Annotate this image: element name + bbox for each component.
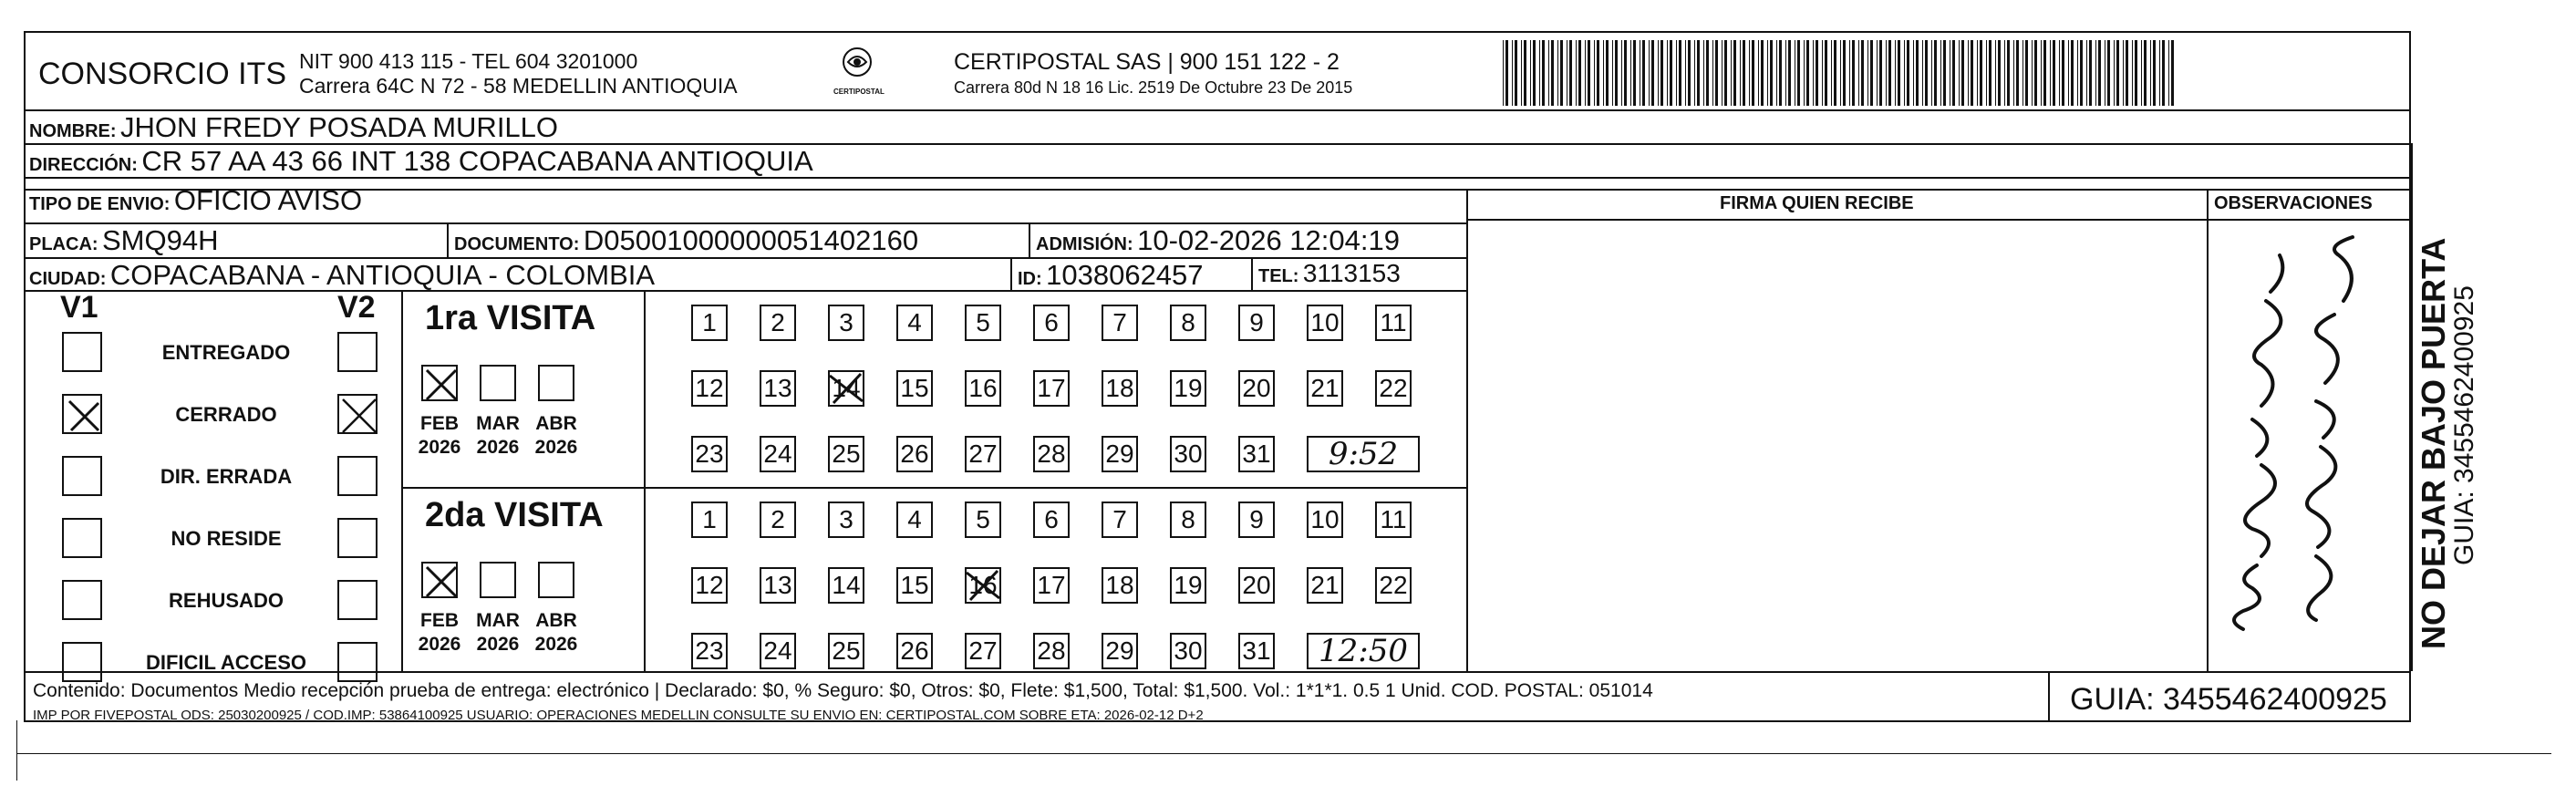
day-box[interactable] (965, 502, 1001, 538)
day-cross-icon (965, 567, 1001, 604)
day-box[interactable] (1307, 502, 1343, 538)
day-number: 10 (1310, 505, 1340, 533)
day-box[interactable] (1033, 436, 1070, 472)
day-box[interactable] (691, 502, 728, 538)
day-box[interactable] (896, 370, 933, 407)
month-checkbox[interactable] (480, 365, 516, 401)
nombre-row: NOMBRE: JHON FREDY POSADA MURILLO (29, 111, 559, 143)
day-number: 17 (1037, 374, 1066, 402)
nombre-value: JHON FREDY POSADA MURILLO (120, 111, 559, 143)
day-box[interactable] (1238, 436, 1275, 472)
day-number: 19 (1174, 374, 1203, 402)
observaciones-header: OBSERVACIONES (2214, 193, 2373, 213)
month-label (471, 609, 524, 657)
day-number: 30 (1174, 636, 1203, 665)
footer-guia: GUIA: 3455462400925 (2070, 682, 2387, 717)
month-label (471, 412, 524, 460)
day-number: 30 (1174, 440, 1203, 468)
day-number: 22 (1379, 571, 1408, 599)
day-box[interactable] (828, 305, 864, 341)
day-box[interactable] (1033, 305, 1070, 341)
day-number: 3 (839, 505, 853, 533)
day-number: 5 (976, 308, 990, 336)
month-label (530, 609, 583, 657)
month-checkbox[interactable] (538, 365, 574, 401)
documento-value: D05001000000051402160 (583, 224, 919, 256)
id-row: ID: 1038062457 (1018, 259, 1204, 291)
company-address: Carrera 64C N 72 - 58 MEDELLIN ANTIOQUIA (299, 74, 738, 98)
day-box[interactable] (691, 633, 728, 669)
month-label (413, 609, 466, 657)
day-box[interactable] (760, 305, 796, 341)
day-box[interactable] (760, 567, 796, 604)
documento-row: DOCUMENTO: D05001000000051402160 (454, 224, 919, 256)
day-box[interactable] (760, 370, 796, 407)
day-number: 12 (695, 571, 724, 599)
day-box[interactable] (1170, 370, 1206, 407)
day-number: 21 (1310, 571, 1340, 599)
day-box[interactable] (896, 567, 933, 604)
day-box[interactable] (1170, 502, 1206, 538)
day-box[interactable] (965, 567, 1001, 604)
month-label (530, 412, 583, 460)
day-number: 23 (695, 440, 724, 468)
v1-checkbox[interactable] (62, 394, 102, 434)
v2-checkbox[interactable] (337, 642, 378, 682)
day-number: 11 (1380, 505, 1407, 533)
placa-value: SMQ94H (102, 224, 219, 256)
day-box[interactable] (896, 305, 933, 341)
day-box[interactable] (1033, 633, 1070, 669)
day-box[interactable] (760, 633, 796, 669)
day-box[interactable] (828, 567, 864, 604)
day-box[interactable] (828, 370, 864, 407)
footer-imp: IMP POR FIVEPOSTAL ODS: 25030200925 / COD.IMP: 53864100925 USUARIO: OPERACIONES MEDELLIN CONSULTE SU ENVIO EN: CERTIPOSTAL.COM SOBRE ETA: 2026-02-12 D+2 (33, 708, 1204, 723)
day-box[interactable] (1033, 502, 1070, 538)
day-box[interactable] (1102, 633, 1138, 669)
no-dejar-vertical: NO DEJAR BAJO PUERTA (2415, 237, 2452, 649)
status-option-label: REHUSADO (169, 589, 284, 612)
day-number: 23 (695, 636, 724, 665)
day-number: 8 (1181, 308, 1195, 336)
day-cross-icon (828, 370, 864, 407)
company-name: CONSORCIO ITS (38, 57, 287, 91)
carrier-line: CERTIPOSTAL SAS | 900 151 122 - 2 (954, 49, 1340, 75)
day-box[interactable] (1307, 305, 1343, 341)
v2-checkbox[interactable] (337, 518, 378, 558)
month-checkbox[interactable] (538, 562, 574, 598)
company-nit: NIT 900 413 115 - TEL 604 3201000 (299, 49, 638, 73)
day-box[interactable] (896, 633, 933, 669)
day-number: 22 (1379, 374, 1408, 402)
day-number: 5 (976, 505, 990, 533)
day-box[interactable] (760, 436, 796, 472)
day-number: 15 (900, 571, 929, 599)
day-number: 13 (763, 571, 792, 599)
day-number: 29 (1105, 636, 1134, 665)
day-number: 9 (1249, 308, 1264, 336)
day-number: 11 (1380, 308, 1407, 336)
month-name: FEB (420, 413, 459, 434)
v2-checkbox[interactable] (337, 332, 378, 372)
day-box[interactable] (965, 305, 1001, 341)
tipo-value: OFICIO AVISO (173, 184, 363, 216)
day-number: 21 (1310, 374, 1340, 402)
day-box[interactable] (691, 370, 728, 407)
visit-title: 1ra VISITA (425, 299, 596, 337)
day-number: 16 (968, 374, 998, 402)
day-number: 14 (832, 374, 861, 402)
day-number: 15 (900, 374, 929, 402)
day-box[interactable] (1102, 502, 1138, 538)
day-box[interactable] (1102, 305, 1138, 341)
day-box[interactable] (1170, 436, 1206, 472)
day-box[interactable] (1375, 305, 1412, 341)
v2-checkbox[interactable] (337, 456, 378, 496)
day-number: 26 (900, 440, 929, 468)
day-number: 9 (1249, 505, 1264, 533)
day-number: 10 (1310, 308, 1340, 336)
day-box[interactable] (896, 502, 933, 538)
day-number: 25 (832, 636, 861, 665)
month-year: 2026 (476, 437, 520, 458)
day-box[interactable] (1170, 633, 1206, 669)
day-box[interactable] (1307, 370, 1343, 407)
visit-time-box: 9:52 (1307, 436, 1420, 472)
day-number: 31 (1242, 636, 1271, 665)
v1-header: V1 (60, 290, 98, 325)
month-name: ABR (535, 413, 577, 434)
day-number: 25 (832, 440, 861, 468)
day-box[interactable] (1170, 305, 1206, 341)
v1-checkbox[interactable] (62, 332, 102, 372)
status-option-label: NO RESIDE (171, 527, 282, 550)
admision-value: 10-02-2026 12:04:19 (1137, 224, 1400, 256)
id-value: 1038062457 (1046, 259, 1204, 291)
day-box[interactable] (691, 305, 728, 341)
day-number: 7 (1112, 308, 1127, 336)
day-number: 18 (1105, 374, 1134, 402)
day-number: 1 (702, 505, 717, 533)
v1-checkbox[interactable] (62, 580, 102, 620)
firma-header: FIRMA QUIEN RECIBE (1720, 193, 1914, 213)
day-box[interactable] (1238, 633, 1275, 669)
month-name: MAR (476, 413, 520, 434)
day-number: 26 (900, 636, 929, 665)
day-number: 1 (702, 308, 717, 336)
day-number: 29 (1105, 440, 1134, 468)
day-box[interactable] (965, 436, 1001, 472)
day-number: 28 (1037, 636, 1066, 665)
month-year: 2026 (476, 634, 520, 655)
day-box[interactable] (691, 436, 728, 472)
logo-caption: CERTIPOSTAL (833, 88, 885, 96)
admision-row: ADMISIÓN: 10-02-2026 12:04:19 (1036, 224, 1400, 256)
day-box[interactable] (1238, 567, 1275, 604)
day-number: 14 (832, 571, 861, 599)
day-number: 12 (695, 374, 724, 402)
tel-row: TEL: 3113153 (1258, 259, 1401, 287)
v2-checkbox[interactable] (337, 580, 378, 620)
day-number: 2 (771, 308, 785, 336)
day-box[interactable] (828, 502, 864, 538)
month-checkbox[interactable] (480, 562, 516, 598)
day-box[interactable] (1375, 567, 1412, 604)
day-number: 24 (763, 636, 792, 665)
month-year: 2026 (418, 634, 461, 655)
status-option-label: DIFICIL ACCESO (145, 651, 306, 674)
day-box[interactable] (1238, 370, 1275, 407)
tel-value: 3113153 (1302, 259, 1401, 287)
footer-contenido: Contenido: Documentos Medio recepción prueba de entrega: electrónico | Declarado: $0, % Seguro: $0, Otros: $0, Flete: $1,500, Total: $1,500. Vol.: 1*1*1. 0.5 1 Unid. COD. POSTAL: 051014 (33, 680, 1653, 701)
day-number: 20 (1242, 571, 1271, 599)
day-box[interactable] (965, 633, 1001, 669)
ciudad-row: CIUDAD: COPACABANA - ANTIOQUIA - COLOMBIA (29, 259, 656, 291)
barcode (1501, 40, 2181, 106)
day-number: 17 (1037, 571, 1066, 599)
day-number: 7 (1112, 505, 1127, 533)
signature-icon (2216, 228, 2380, 647)
day-box[interactable] (760, 502, 796, 538)
month-checkbox[interactable] (421, 365, 458, 401)
month-label (413, 412, 466, 460)
month-year: 2026 (418, 437, 461, 458)
day-box[interactable] (1033, 370, 1070, 407)
day-number: 18 (1105, 571, 1134, 599)
v2-checkbox[interactable] (337, 394, 378, 434)
v1-checkbox[interactable] (62, 456, 102, 496)
ciudad-value: COPACABANA - ANTIOQUIA - COLOMBIA (109, 259, 656, 291)
day-number: 31 (1242, 440, 1271, 468)
day-box[interactable] (1375, 502, 1412, 538)
day-number: 6 (1044, 505, 1059, 533)
day-box[interactable] (1102, 436, 1138, 472)
month-name: FEB (420, 610, 459, 631)
day-box[interactable] (896, 436, 933, 472)
day-box[interactable] (1033, 567, 1070, 604)
day-number: 27 (968, 636, 998, 665)
day-box[interactable] (1307, 567, 1343, 604)
day-number: 4 (907, 505, 922, 533)
status-option-label: ENTREGADO (161, 341, 291, 364)
day-number: 6 (1044, 308, 1059, 336)
visit-time-box: 12:50 (1307, 633, 1420, 669)
day-number: 16 (968, 571, 998, 599)
v2-header: V2 (337, 290, 376, 325)
month-checkbox[interactable] (421, 562, 458, 598)
carrier-address: Carrera 80d N 18 16 Lic. 2519 De Octubre 23 De 2015 (954, 78, 1353, 97)
month-year: 2026 (534, 634, 578, 655)
direccion-row: DIRECCIÓN: CR 57 AA 43 66 INT 138 COPACABANA ANTIOQUIA (29, 145, 813, 177)
day-box[interactable] (1238, 502, 1275, 538)
day-box[interactable] (828, 633, 864, 669)
day-number: 3 (839, 308, 853, 336)
day-number: 28 (1037, 440, 1066, 468)
month-name: MAR (476, 610, 520, 631)
day-number: 19 (1174, 571, 1203, 599)
day-box[interactable] (1375, 370, 1412, 407)
day-box[interactable] (1102, 567, 1138, 604)
visit-title: 2da VISITA (425, 496, 604, 534)
day-number: 24 (763, 440, 792, 468)
month-name: ABR (535, 610, 577, 631)
day-box[interactable] (1170, 567, 1206, 604)
day-number: 4 (907, 308, 922, 336)
guia-vertical: GUIA: 3455462400925 (2449, 285, 2479, 565)
status-option-label: DIR. ERRADA (160, 465, 293, 488)
day-number: 2 (771, 505, 785, 533)
day-box[interactable] (965, 370, 1001, 407)
day-box[interactable] (691, 567, 728, 604)
tipo-row: TIPO DE ENVIO: OFICIO AVISO (29, 184, 363, 216)
day-number: 27 (968, 440, 998, 468)
status-option-label: CERRADO (175, 403, 277, 426)
month-year: 2026 (534, 437, 578, 458)
direccion-value: CR 57 AA 43 66 INT 138 COPACABANA ANTIOQUIA (141, 145, 813, 177)
day-number: 20 (1242, 374, 1271, 402)
placa-row: PLACA: SMQ94H (29, 224, 219, 256)
v1-checkbox[interactable] (62, 642, 102, 682)
day-number: 13 (763, 374, 792, 402)
day-number: 8 (1181, 505, 1195, 533)
day-box[interactable] (1238, 305, 1275, 341)
day-box[interactable] (1102, 370, 1138, 407)
day-box[interactable] (828, 436, 864, 472)
v1-checkbox[interactable] (62, 518, 102, 558)
